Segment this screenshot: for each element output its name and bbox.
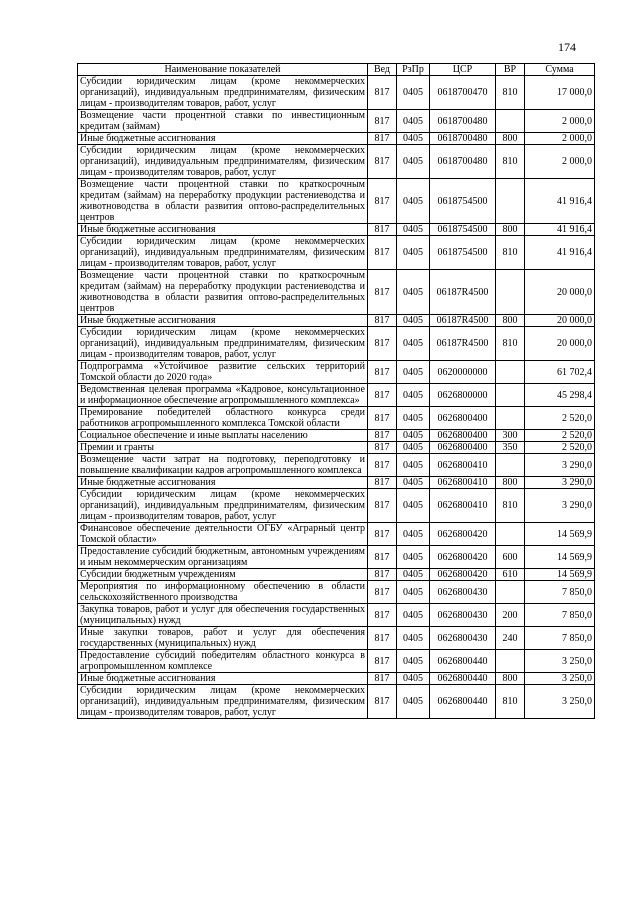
header-name: Наименование показателей (78, 64, 368, 76)
cell-rzpr: 0405 (397, 650, 430, 673)
header-sum: Сумма (525, 64, 595, 76)
cell-csr: 0626800430 (430, 581, 496, 604)
table-row (78, 270, 595, 315)
cell-name: Мероприятия по информационному обеспечению в области сельскохозяйственного производства (78, 581, 368, 604)
cell-name: Субсидии юридическим лицам (кроме некоммерческих организаций), индивидуальным предпринимателям, физическим лицам - производителям товаров, работ, услуг (78, 145, 368, 179)
cell-vr: 800 (496, 224, 525, 236)
table-row (78, 110, 595, 133)
table-row (78, 76, 595, 110)
cell-ved: 817 (368, 179, 397, 224)
table-header-row (78, 64, 595, 76)
cell-rzpr: 0405 (397, 673, 430, 685)
cell-sum: 3 290,0 (525, 454, 595, 477)
table-row (78, 627, 595, 650)
cell-rzpr: 0405 (397, 327, 430, 361)
cell-rzpr: 0405 (397, 224, 430, 236)
cell-rzpr: 0405 (397, 236, 430, 270)
cell-name: Предоставление субсидий победителям областного конкурса в агропромышленном комплексе (78, 650, 368, 673)
table-row (78, 454, 595, 477)
table-row (78, 430, 595, 442)
table-row (78, 546, 595, 569)
header-rzpr: РзПр (397, 64, 430, 76)
table-row (78, 407, 595, 430)
cell-ved: 817 (368, 454, 397, 477)
cell-csr: 0626800400 (430, 442, 496, 454)
cell-sum: 14 569,9 (525, 523, 595, 546)
cell-csr: 06187R4500 (430, 327, 496, 361)
cell-ved: 817 (368, 569, 397, 581)
cell-csr: 06187R4500 (430, 270, 496, 315)
cell-ved: 817 (368, 581, 397, 604)
cell-vr: 800 (496, 673, 525, 685)
cell-ved: 817 (368, 384, 397, 407)
cell-sum: 7 850,0 (525, 604, 595, 627)
cell-vr (496, 110, 525, 133)
header-ved: Вед (368, 64, 397, 76)
cell-csr: 0626800440 (430, 673, 496, 685)
cell-rzpr: 0405 (397, 361, 430, 384)
table-row (78, 650, 595, 673)
cell-sum: 3 290,0 (525, 489, 595, 523)
cell-sum: 2 000,0 (525, 145, 595, 179)
table-row (78, 442, 595, 454)
cell-ved: 817 (368, 361, 397, 384)
cell-rzpr: 0405 (397, 145, 430, 179)
cell-csr: 0626800400 (430, 430, 496, 442)
cell-ved: 817 (368, 315, 397, 327)
cell-rzpr: 0405 (397, 523, 430, 546)
cell-rzpr: 0405 (397, 430, 430, 442)
cell-csr: 0626800410 (430, 454, 496, 477)
cell-ved: 817 (368, 430, 397, 442)
cell-name: Субсидии юридическим лицам (кроме некоммерческих организаций), индивидуальным предпринимателям, физическим лицам - производителям товаров, работ, услуг (78, 327, 368, 361)
cell-vr (496, 407, 525, 430)
cell-csr: 0626800410 (430, 489, 496, 523)
cell-sum: 3 250,0 (525, 673, 595, 685)
table-row (78, 179, 595, 224)
cell-ved: 817 (368, 604, 397, 627)
cell-name: Закупка товаров, работ и услуг для обеспечения государственных (муниципальных) нужд (78, 604, 368, 627)
cell-sum: 61 702,4 (525, 361, 595, 384)
cell-name: Социальное обеспечение и иные выплаты населению (78, 430, 368, 442)
cell-name: Субсидии юридическим лицам (кроме некоммерческих организаций), индивидуальным предпринимателям, физическим лицам - производителям товаров, работ, услуг (78, 489, 368, 523)
cell-rzpr: 0405 (397, 110, 430, 133)
table-row (78, 236, 595, 270)
cell-vr: 810 (496, 145, 525, 179)
cell-name: Возмещение части процентной ставки по краткосрочным кредитам (займам) на переработку продукции растениеводства и животноводства в области развития оптово-распределительных центров (78, 270, 368, 315)
cell-name: Иные бюджетные ассигнования (78, 133, 368, 145)
cell-sum: 20 000,0 (525, 270, 595, 315)
table-row (78, 315, 595, 327)
cell-sum: 7 850,0 (525, 627, 595, 650)
cell-csr: 0618754500 (430, 236, 496, 270)
cell-ved: 817 (368, 523, 397, 546)
cell-sum: 2 520,0 (525, 442, 595, 454)
table-row (78, 673, 595, 685)
cell-ved: 817 (368, 224, 397, 236)
cell-sum: 3 250,0 (525, 685, 595, 719)
cell-vr (496, 581, 525, 604)
cell-ved: 817 (368, 477, 397, 489)
cell-vr: 300 (496, 430, 525, 442)
cell-vr: 200 (496, 604, 525, 627)
cell-csr: 06187R4500 (430, 315, 496, 327)
cell-rzpr: 0405 (397, 489, 430, 523)
cell-ved: 817 (368, 76, 397, 110)
cell-vr (496, 523, 525, 546)
cell-ved: 817 (368, 327, 397, 361)
cell-vr (496, 270, 525, 315)
cell-csr: 0620000000 (430, 361, 496, 384)
cell-rzpr: 0405 (397, 454, 430, 477)
cell-name: Возмещение части затрат на подготовку, переподготовку и повышение квалификации кадров агропромышленного комплекса (78, 454, 368, 477)
cell-name: Иные закупки товаров, работ и услуг для обеспечения государственных (муниципальных) нужд (78, 627, 368, 650)
cell-sum: 2 520,0 (525, 430, 595, 442)
cell-csr: 0626800420 (430, 546, 496, 569)
cell-ved: 817 (368, 133, 397, 145)
cell-ved: 817 (368, 110, 397, 133)
cell-name: Иные бюджетные ассигнования (78, 477, 368, 489)
budget-table (77, 63, 595, 719)
cell-name: Субсидии юридическим лицам (кроме некоммерческих организаций), индивидуальным предпринимателям, физическим лицам - производителям товаров, работ, услуг (78, 236, 368, 270)
cell-csr: 0618754500 (430, 224, 496, 236)
cell-sum: 41 916,4 (525, 224, 595, 236)
table-row (78, 581, 595, 604)
cell-vr (496, 361, 525, 384)
cell-sum: 2 520,0 (525, 407, 595, 430)
cell-rzpr: 0405 (397, 477, 430, 489)
cell-vr: 800 (496, 133, 525, 145)
cell-sum: 7 850,0 (525, 581, 595, 604)
cell-sum: 20 000,0 (525, 315, 595, 327)
cell-sum: 3 250,0 (525, 650, 595, 673)
cell-ved: 817 (368, 627, 397, 650)
cell-name: Иные бюджетные ассигнования (78, 673, 368, 685)
cell-name: Подпрограмма «Устойчивое развитие сельских территорий Томской области до 2020 года» (78, 361, 368, 384)
cell-vr: 810 (496, 685, 525, 719)
cell-csr: 0626800420 (430, 569, 496, 581)
cell-name: Премирование победителей областного конкурса среди работников агропромышленного комплекса Томской области (78, 407, 368, 430)
cell-vr: 800 (496, 477, 525, 489)
cell-name: Субсидии бюджетным учреждениям (78, 569, 368, 581)
table-body (78, 76, 595, 719)
header-csr: ЦСР (430, 64, 496, 76)
cell-ved: 817 (368, 489, 397, 523)
cell-csr: 0618700480 (430, 133, 496, 145)
cell-rzpr: 0405 (397, 270, 430, 315)
cell-name: Ведомственная целевая программа «Кадровое, консультационное и информационное обеспечение агропромышленного комплекса» (78, 384, 368, 407)
cell-csr: 0626800430 (430, 604, 496, 627)
table-row (78, 384, 595, 407)
cell-name: Возмещение части процентной ставки по краткосрочным кредитам (займам) на переработку продукции растениеводства и животноводства в области развития оптово-распределительных центров (78, 179, 368, 224)
cell-name: Премии и гранты (78, 442, 368, 454)
cell-vr: 810 (496, 236, 525, 270)
table-row (78, 569, 595, 581)
cell-ved: 817 (368, 546, 397, 569)
cell-rzpr: 0405 (397, 407, 430, 430)
cell-sum: 17 000,0 (525, 76, 595, 110)
cell-name: Иные бюджетные ассигнования (78, 224, 368, 236)
cell-rzpr: 0405 (397, 569, 430, 581)
cell-csr: 0618754500 (430, 179, 496, 224)
cell-vr (496, 454, 525, 477)
cell-name: Субсидии юридическим лицам (кроме некоммерческих организаций), индивидуальным предпринимателям, физическим лицам - производителям товаров, работ, услуг (78, 685, 368, 719)
table-row (78, 327, 595, 361)
cell-sum: 41 916,4 (525, 236, 595, 270)
cell-csr: 0618700480 (430, 110, 496, 133)
cell-vr: 240 (496, 627, 525, 650)
table-row (78, 133, 595, 145)
table-row (78, 224, 595, 236)
header-vr: ВР (496, 64, 525, 76)
cell-rzpr: 0405 (397, 133, 430, 145)
table-row (78, 145, 595, 179)
cell-rzpr: 0405 (397, 384, 430, 407)
cell-name: Возмещение части процентной ставки по инвестиционным кредитам (займам) (78, 110, 368, 133)
cell-csr: 0626800000 (430, 384, 496, 407)
cell-sum: 14 569,9 (525, 546, 595, 569)
cell-csr: 0626800420 (430, 523, 496, 546)
cell-sum: 20 000,0 (525, 327, 595, 361)
cell-ved: 817 (368, 650, 397, 673)
cell-vr (496, 650, 525, 673)
cell-name: Иные бюджетные ассигнования (78, 315, 368, 327)
cell-sum: 14 569,9 (525, 569, 595, 581)
table-row (78, 477, 595, 489)
cell-rzpr: 0405 (397, 315, 430, 327)
cell-vr: 810 (496, 489, 525, 523)
cell-vr: 810 (496, 76, 525, 110)
cell-rzpr: 0405 (397, 627, 430, 650)
cell-csr: 0626800440 (430, 650, 496, 673)
cell-vr: 610 (496, 569, 525, 581)
cell-rzpr: 0405 (397, 179, 430, 224)
cell-rzpr: 0405 (397, 604, 430, 627)
cell-csr: 0626800440 (430, 685, 496, 719)
cell-ved: 817 (368, 673, 397, 685)
cell-rzpr: 0405 (397, 685, 430, 719)
cell-name: Субсидии юридическим лицам (кроме некоммерческих организаций), индивидуальным предпринимателям, физическим лицам - производителям товаров, работ, услуг (78, 76, 368, 110)
cell-ved: 817 (368, 442, 397, 454)
cell-csr: 0618700480 (430, 145, 496, 179)
cell-ved: 817 (368, 685, 397, 719)
cell-csr: 0626800410 (430, 477, 496, 489)
cell-rzpr: 0405 (397, 546, 430, 569)
table-row (78, 604, 595, 627)
cell-ved: 817 (368, 145, 397, 179)
cell-rzpr: 0405 (397, 442, 430, 454)
cell-sum: 45 298,4 (525, 384, 595, 407)
page-number: 174 (558, 40, 576, 54)
cell-vr: 350 (496, 442, 525, 454)
cell-sum: 41 916,4 (525, 179, 595, 224)
cell-name: Финансовое обеспечение деятельности ОГБУ «Аграрный центр Томской области» (78, 523, 368, 546)
cell-csr: 0626800400 (430, 407, 496, 430)
table-row (78, 523, 595, 546)
cell-csr: 0618700470 (430, 76, 496, 110)
cell-sum: 2 000,0 (525, 110, 595, 133)
table-row (78, 489, 595, 523)
cell-rzpr: 0405 (397, 76, 430, 110)
cell-ved: 817 (368, 236, 397, 270)
cell-vr: 800 (496, 315, 525, 327)
table-row (78, 361, 595, 384)
cell-rzpr: 0405 (397, 581, 430, 604)
cell-csr: 0626800430 (430, 627, 496, 650)
cell-vr: 600 (496, 546, 525, 569)
cell-sum: 3 290,0 (525, 477, 595, 489)
cell-ved: 817 (368, 270, 397, 315)
cell-name: Предоставление субсидий бюджетным, автономным учреждениям и иным некоммерческим организациям (78, 546, 368, 569)
cell-vr (496, 384, 525, 407)
cell-vr: 810 (496, 327, 525, 361)
cell-sum: 2 000,0 (525, 133, 595, 145)
table-row (78, 685, 595, 719)
cell-vr (496, 179, 525, 224)
cell-ved: 817 (368, 407, 397, 430)
